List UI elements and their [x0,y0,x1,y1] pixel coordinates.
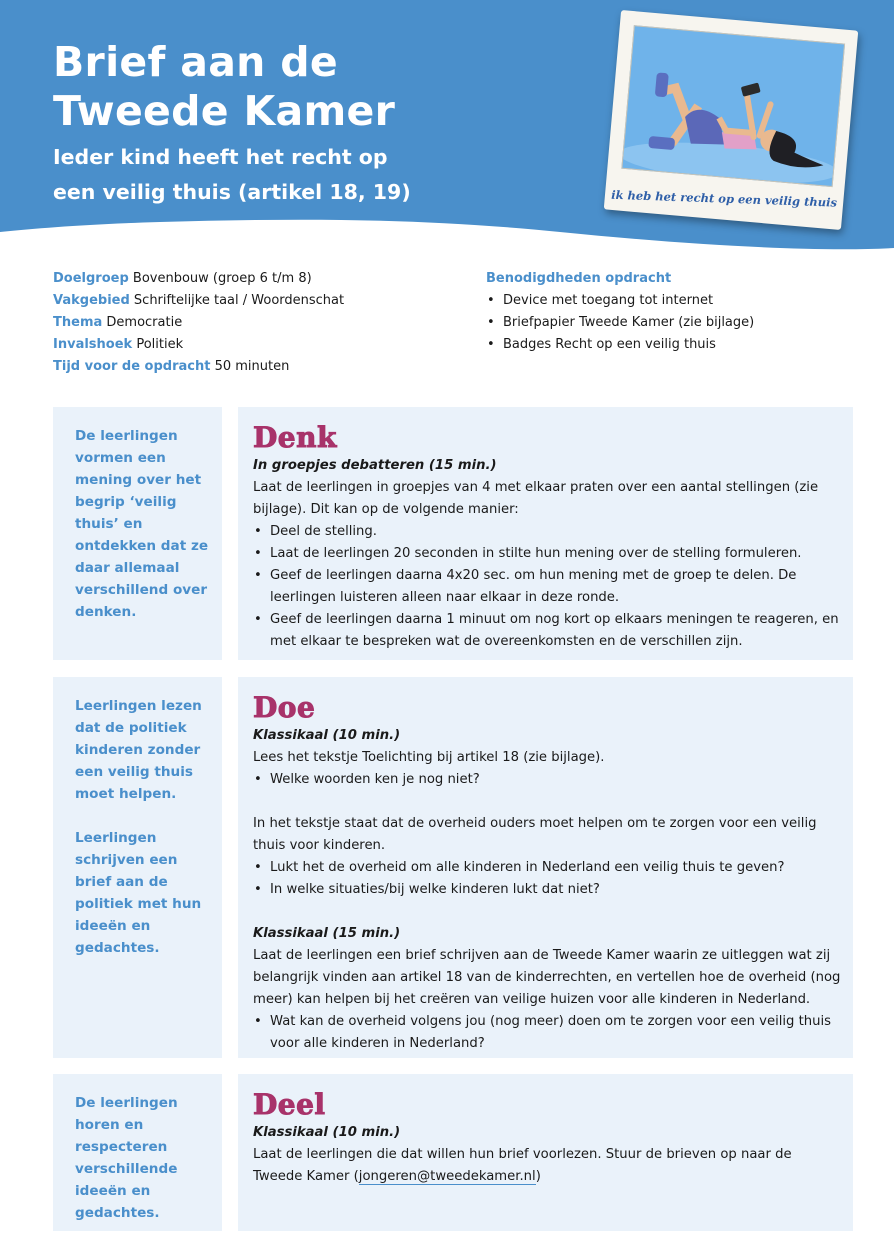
doe-question: • Wat kan de overheid volgens jou (nog meer) doen om te zorgen voor een veilig thuis voor alle kinderen in Nederland? [253,1011,843,1055]
meta-label: Vakgebied [53,293,130,308]
denk-subheading: In groepjes debatteren (15 min.) [253,458,497,473]
subtitle-line-1: Ieder kind heeft het recht op [53,145,388,169]
deel-heading: Deel [253,1088,326,1121]
meta-row [53,268,344,290]
denk-step: • Deel de stelling. [253,521,843,543]
meta-row [53,290,344,312]
denk-heading: Denk [253,421,337,454]
photo-caption: ik heb het recht op een veilig thuis [611,187,838,210]
meta-value: Politiek [136,337,184,352]
doe-question: • In welke situaties/bij welke kinderen lukt dat niet? [253,879,843,901]
subtitle-line-2: een veilig thuis (artikel 18, 19) [53,180,411,204]
materials-heading: Benodigdheden opdracht [486,271,672,286]
page-subtitle [53,140,411,210]
denk-step: • Laat de leerlingen 20 seconden in stilte hun mening over de stelling formuleren. [253,543,843,565]
meta-label: Thema [53,315,103,330]
deel-text-body: Laat de leerlingen die dat willen hun brief voorlezen. Stuur de brieven op naar de Tweede Kamer ( [253,1147,792,1184]
deel-subheading: Klassikaal (10 min.) [253,1125,401,1140]
meta-label: Doelgroep [53,271,129,286]
doe-heading: Doe [253,691,316,724]
meta-label: Tijd voor de opdracht [53,359,211,374]
denk-intro: Laat de leerlingen in groepjes van 4 met elkaar praten over een aantal stellingen (zie bijlage). Dit kan op de volgende manier: [253,480,819,517]
meta-row [53,312,344,334]
title-line-1: Brief aan de [53,38,338,86]
doe-question: • Lukt het de overheid om alle kinderen in Nederland een veilig thuis te geven? [253,857,843,879]
doe-text-1: Lees het tekstje Toelichting bij artikel 18 (zie bijlage). [253,750,605,765]
denk-goal-text: De leerlingen vormen een mening over het begrip ‘veilig thuis’ en ontdekken dat ze daar allemaal verschillend over denken. [75,428,209,620]
doe-goal-text-1: Leerlingen lezen dat de politiek kinderen zonder een veilig thuis moet helpen. [75,698,202,802]
deel-goal [53,1074,222,1231]
materials-item: • Badges Recht op een veilig thuis [486,334,754,356]
girl-with-phone-illustration [621,25,845,187]
meta-row [53,356,344,378]
deel-card [238,1074,853,1231]
deel-goal-text: De leerlingen horen en respecteren verschillende ideeën en gedachtes. [75,1095,178,1221]
materials-item: • Device met toegang tot internet [486,290,754,312]
doe-question: • Welke woorden ken je nog niet? [253,769,843,791]
meta-value: 50 minuten [214,359,290,374]
meta-value: Democratie [106,315,183,330]
denk-step: • Geef de leerlingen daarna 1 minuut om nog kort op elkaars meningen te reageren, en met elkaar te bespreken wat de overeenkomsten en de verschillen zijn. [253,609,843,653]
doe-goal [53,677,222,1058]
meta-label: Invalshoek [53,337,133,352]
doe-goal-text-2: Leerlingen schrijven een brief aan de politiek met hun ideeën en gedachtes. [75,830,202,956]
doe-text-2: In het tekstje staat dat de overheid ouders moet helpen om te zorgen voor een veilig thuis voor kinderen. [253,816,817,853]
deel-text [253,1144,843,1188]
page-header [0,0,894,260]
doe-subheading-2: Klassikaal (15 min.) [253,926,401,941]
meta-row [53,334,344,356]
materials-list [486,268,754,356]
page-title [53,38,395,136]
email-link[interactable]: jongeren@tweedekamer.nl [358,1169,536,1184]
denk-step: • Geef de leerlingen daarna 4x20 sec. om hun mening met de groep te delen. De leerlingen luisteren alleen naar elkaar in deze ronde. [253,565,843,609]
denk-card [238,407,853,660]
materials-item: • Briefpapier Tweede Kamer (zie bijlage) [486,312,754,334]
doe-text-3: Laat de leerlingen een brief schrijven aan de Tweede Kamer waarin ze uitleggen wat zij belangrijk vinden aan artikel 18 van de kinderrechten, en vertellen hoe de overheid (nog meer) kan helpen bij het creëren van veilige huizen voor alle kinderen in Nederland. [253,948,841,1007]
polaroid-photo [604,10,859,230]
meta-value: Schriftelijke taal / Woordenschat [133,293,345,308]
lesson-metadata [53,268,344,378]
doe-subheading-1: Klassikaal (10 min.) [253,728,401,743]
doe-card [238,677,853,1058]
meta-value: Bovenbouw (groep 6 t/m 8) [132,271,312,286]
denk-goal [53,407,222,660]
title-line-2: Tweede Kamer [53,87,396,135]
deel-text-end: ) [535,1169,541,1184]
